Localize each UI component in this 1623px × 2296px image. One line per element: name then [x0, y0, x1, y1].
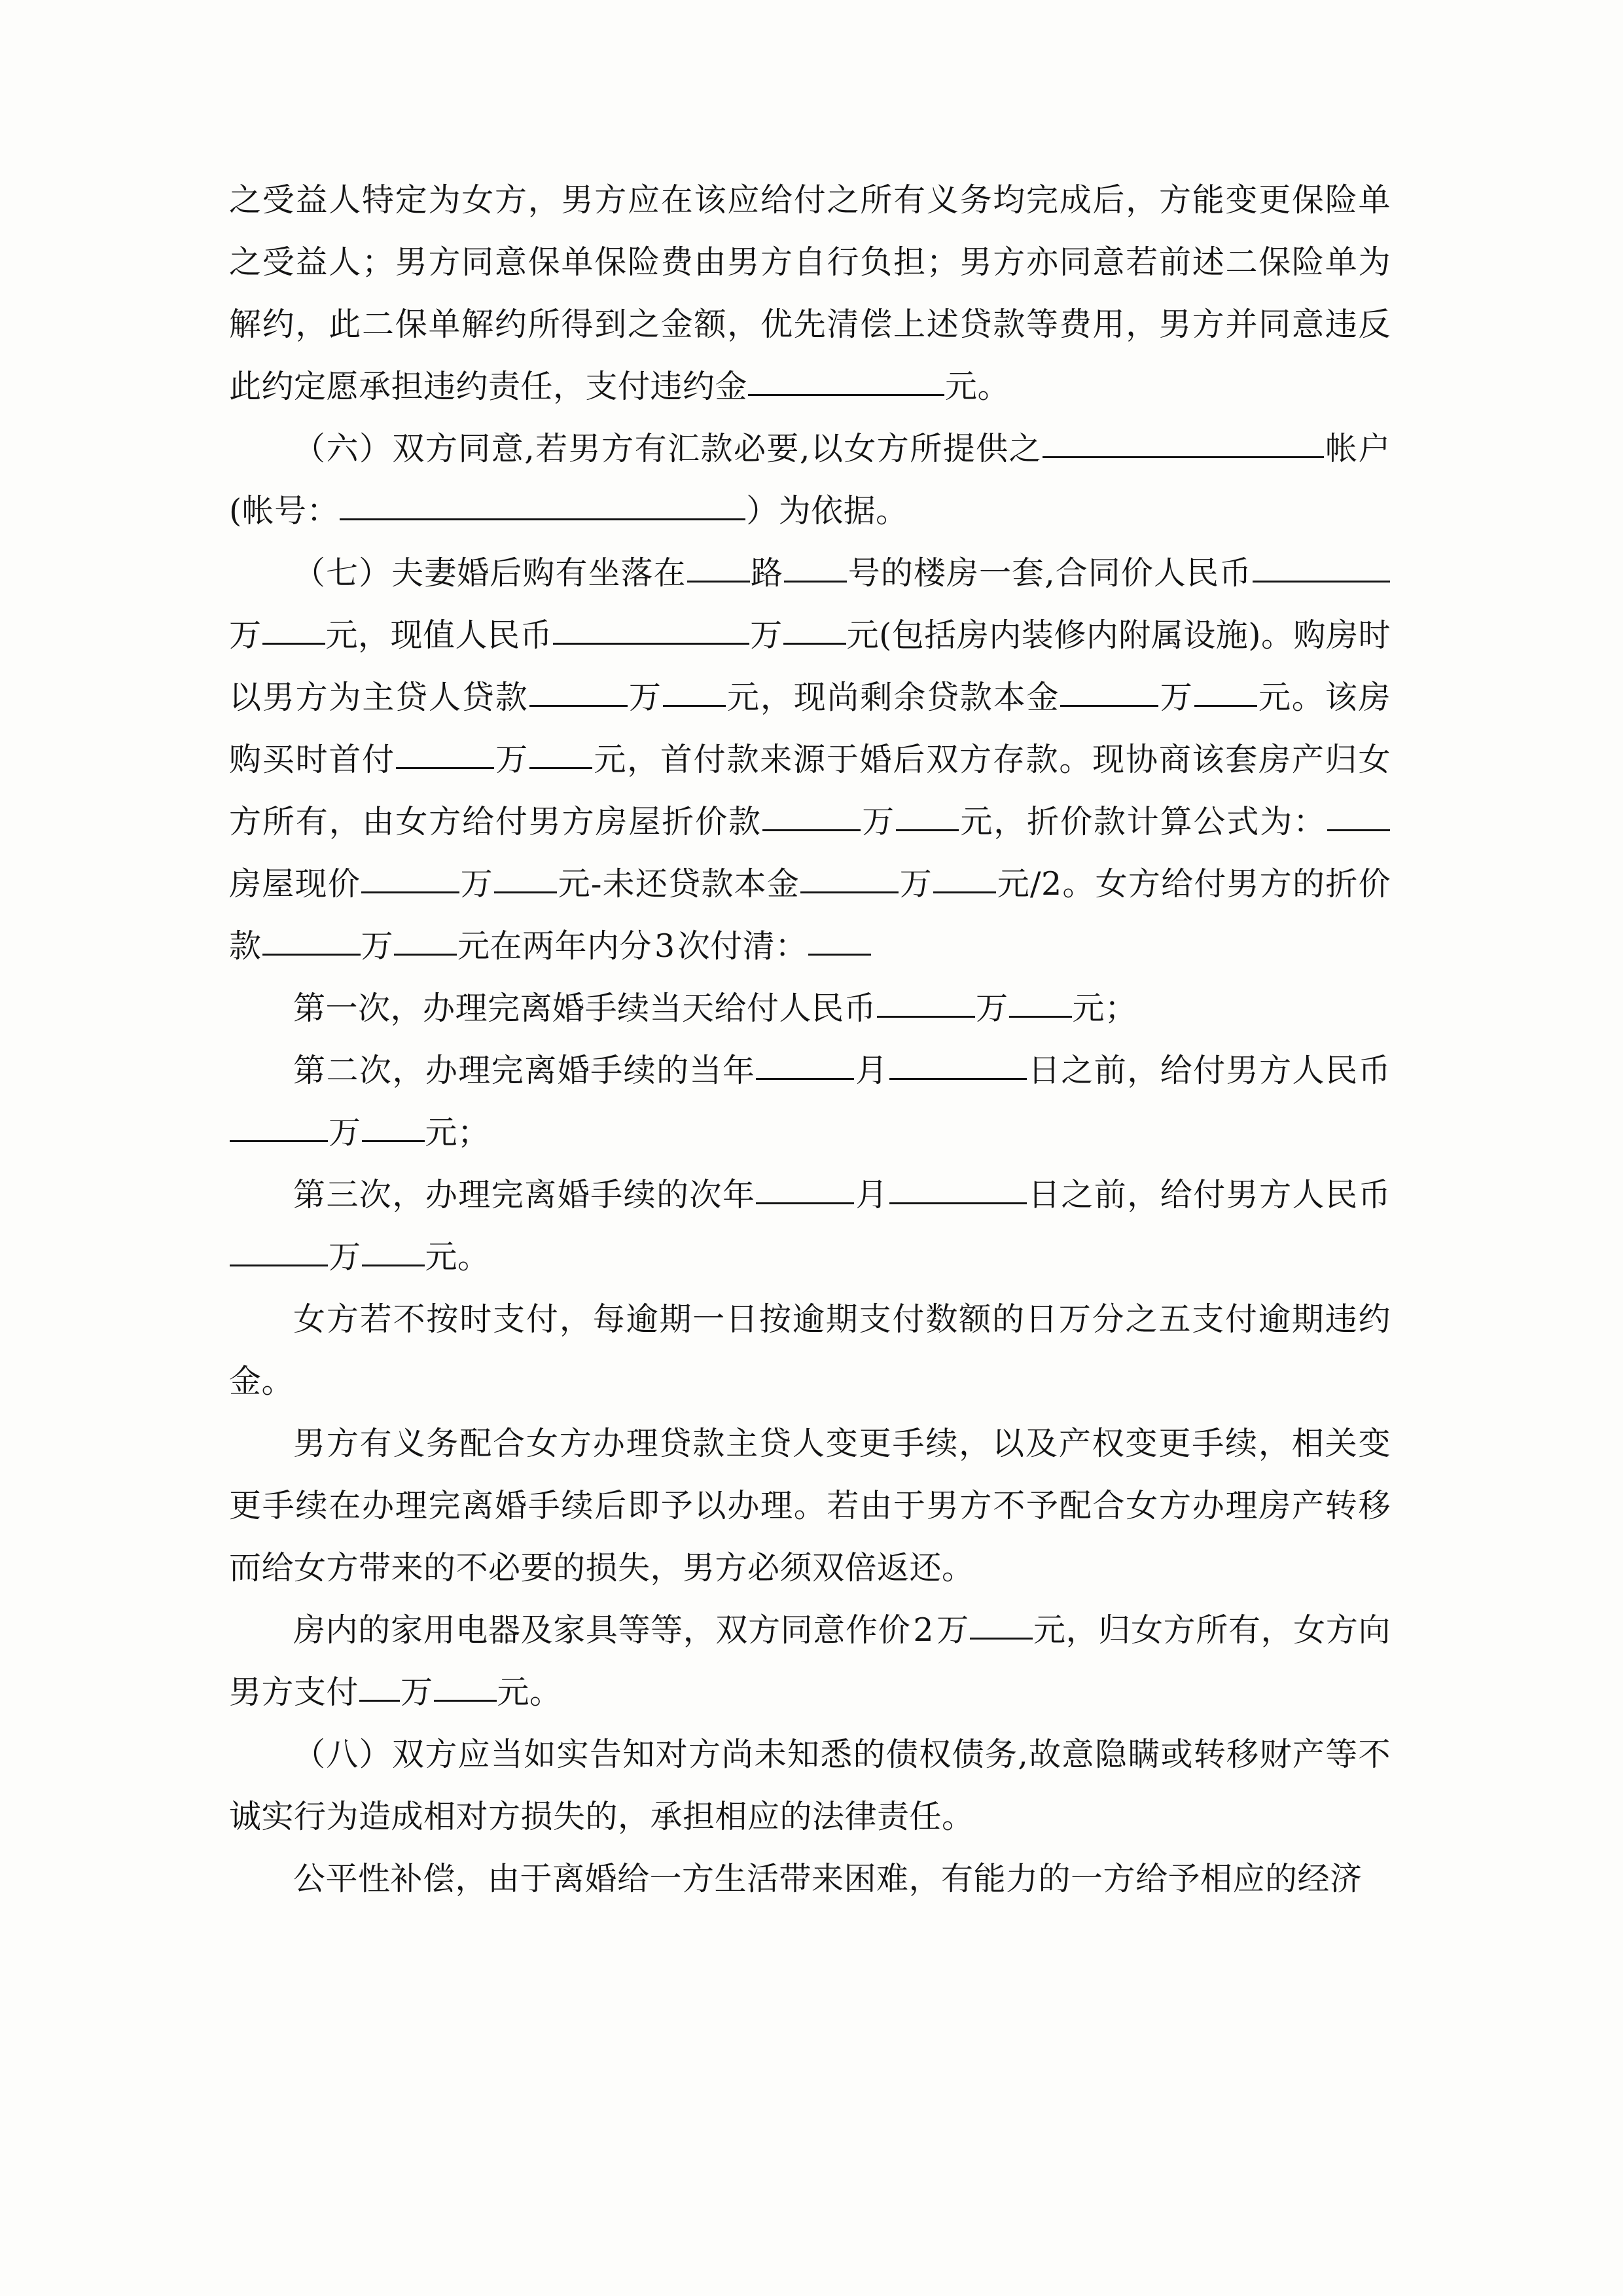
clause-seven-text-16: 房屋现价	[229, 865, 361, 903]
document-text-column	[229, 169, 1391, 1910]
blank-third-month[interactable]	[756, 1168, 854, 1204]
installment-second-text-b: 月	[855, 1052, 889, 1089]
blank-installment-total-yuan[interactable]	[394, 920, 457, 956]
blank-third-installment-wan[interactable]	[230, 1230, 328, 1266]
installment-third-text-b: 月	[855, 1176, 889, 1213]
paragraph-installment-second	[229, 1039, 1391, 1164]
blank-installment-trailing[interactable]	[808, 920, 871, 956]
appliances-text-c: 元，归女方所有，女方向男方支付	[229, 1611, 1391, 1711]
insurance-clause-text-tail: 元。	[945, 368, 1010, 405]
blank-appliances-payment-wan[interactable]	[359, 1666, 400, 1702]
clause-seven-text-7: 元(包括房内装修内附属设施)。购房时以男方为主贷人贷款	[229, 617, 1391, 716]
clause-seven-text-3: 号的楼房一套,合同价人民币	[847, 554, 1252, 592]
installment-second-text-a: 第二次，办理完离婚手续的当年	[293, 1052, 756, 1089]
installment-second-text-c: 日之前，给付男方人民币	[1027, 1052, 1391, 1089]
installment-second-text-d: 万	[329, 1114, 361, 1151]
clause-seven-text-1: 夫妻婚后购有坐落在	[391, 554, 687, 592]
paragraph-household-appliances	[229, 1599, 1391, 1723]
clause-seven-text-21: 万	[361, 927, 394, 965]
paragraph-insurance-beneficiary	[229, 169, 1391, 418]
blank-penalty-amount[interactable]	[748, 360, 944, 396]
clause-seven-text-17: 万	[459, 865, 493, 903]
late-payment-penalty-text: 女方若不按时支付，每逾期一日按逾期支付数额的日万分之五支付逾期违约金。	[229, 1300, 1391, 1400]
clause-eight-marker: （八）	[293, 1736, 392, 1773]
clause-seven-text-5: 元，现值人民币	[325, 617, 553, 654]
blank-current-house-price-wan[interactable]	[361, 857, 459, 893]
blank-account-number[interactable]	[340, 484, 745, 520]
blank-contract-price-wan[interactable]	[1253, 547, 1390, 583]
blank-installment-total-wan[interactable]	[262, 920, 361, 956]
clause-seven-text-6: 万	[750, 617, 783, 654]
clause-seven-text-13: 元，首付款来源于婚后双方存款。现协商该套房产归女方所有，由女方给付男方房屋折价款	[229, 741, 1391, 840]
installment-first-text-c: 元；	[1072, 990, 1137, 1027]
clause-six-text-b: 帐户(帐号：	[229, 430, 1391, 529]
clause-six-text-c: ）为依据。	[746, 492, 908, 529]
blank-downpayment-yuan[interactable]	[529, 733, 592, 769]
clause-seven-text-9: 元，现尚剩余贷款本金	[726, 679, 1060, 716]
blank-street-name[interactable]	[687, 547, 750, 583]
clause-seven-text-24: 次付清：	[677, 927, 808, 965]
blank-house-compensation-wan[interactable]	[762, 795, 861, 831]
blank-appliances-payment-yuan[interactable]	[434, 1666, 497, 1702]
blank-remaining-principal-yuan[interactable]	[1194, 671, 1257, 707]
clause-seven-marker: （七）	[293, 554, 392, 592]
blank-appliances-yuan[interactable]	[970, 1604, 1033, 1640]
installment-third-text-e: 元。	[425, 1238, 490, 1276]
blank-loan-amount-yuan[interactable]	[663, 671, 726, 707]
blank-first-installment-wan[interactable]	[877, 982, 975, 1018]
clause-seven-text-19: 万	[899, 865, 933, 903]
blank-third-installment-yuan[interactable]	[362, 1230, 425, 1266]
clause-seven-text-18: 元-未还贷款本金	[557, 865, 800, 903]
clause-six-text-a: 双方同意,若男方有汇款必要,以女方所提供之	[392, 430, 1043, 467]
paragraph-late-payment-penalty	[229, 1288, 1391, 1412]
clause-seven-text-20: 元/2。女方给付男方的折价款	[229, 865, 1391, 965]
blank-remaining-principal-wan[interactable]	[1060, 671, 1158, 707]
blank-contract-price-yuan[interactable]	[262, 609, 325, 645]
clause-eight-text: 双方应当如实告知对方尚未知悉的债权债务,故意隐瞒或转移财产等不诚实行为造成相对方损失的，承担相应的法律责任。	[229, 1736, 1391, 1835]
blank-unpaid-principal-yuan[interactable]	[933, 857, 996, 893]
clause-seven-text-14: 万	[861, 803, 896, 840]
installment-first-text-a: 第一次，办理完离婚手续当天给付人民币	[293, 990, 877, 1027]
clause-seven-text-12: 万	[494, 741, 529, 778]
installment-third-text-a: 第三次，办理完离婚手续的次年	[293, 1176, 756, 1213]
blank-loan-amount-wan[interactable]	[529, 671, 628, 707]
clause-seven-text-4: 万	[229, 617, 262, 654]
clause-seven-text-15: 元，折价款计算公式为：	[959, 803, 1327, 840]
clause-seven-text-2: 路	[750, 554, 784, 592]
installment-count: 3	[654, 927, 675, 965]
blank-current-value-yuan[interactable]	[783, 609, 846, 645]
clause-six-marker: （六）	[293, 430, 393, 467]
blank-current-value-wan[interactable]	[553, 609, 749, 645]
fair-compensation-text: 公平性补偿，由于离婚给一方生活带来困难，有能力的一方给予相应的经济	[293, 1860, 1363, 1897]
paragraph-clause-seven	[229, 542, 1391, 977]
clause-seven-text-8: 万	[628, 679, 662, 716]
paragraph-clause-six	[229, 418, 1391, 542]
blank-formula-prefix[interactable]	[1327, 795, 1390, 831]
blank-house-compensation-yuan[interactable]	[896, 795, 959, 831]
installment-second-text-e: 元；	[425, 1114, 490, 1151]
paragraph-fair-compensation	[229, 1848, 1391, 1910]
blank-third-day[interactable]	[889, 1168, 1027, 1204]
appliances-text-b: 万	[936, 1611, 969, 1649]
blank-first-installment-yuan[interactable]	[1009, 982, 1072, 1018]
clause-seven-text-11: 元。该房购买时首付	[229, 679, 1391, 778]
appliances-text-d: 万	[401, 1674, 433, 1711]
insurance-clause-text: 之受益人特定为女方，男方应在该应给付之所有义务均完成后，方能变更保险单之受益人；男方同意保单保险费由男方自行负担；男方亦同意若前述二保险单为解约，此二保单解约所得到之金额，优先清偿上述贷款等费用，男方并同意违反此约定愿承担违约责任，支付违约金	[229, 181, 1391, 405]
installment-third-text-c: 日之前，给付男方人民币	[1027, 1176, 1391, 1213]
paragraph-clause-eight	[229, 1723, 1391, 1848]
paragraph-installment-first	[229, 977, 1391, 1039]
clause-seven-text-10: 万	[1159, 679, 1194, 716]
paragraph-installment-third	[229, 1164, 1391, 1288]
appliances-valuation-wan-number: 2	[913, 1611, 935, 1649]
blank-house-number[interactable]	[784, 547, 847, 583]
blank-downpayment-wan[interactable]	[396, 733, 494, 769]
blank-second-installment-wan[interactable]	[230, 1106, 328, 1142]
installment-third-text-d: 万	[329, 1238, 361, 1276]
paragraph-transfer-duty	[229, 1412, 1391, 1599]
blank-bank-name[interactable]	[1043, 422, 1324, 458]
appliances-text-a: 房内的家用电器及家具等等，双方同意作价	[293, 1611, 911, 1649]
blank-second-day[interactable]	[889, 1044, 1027, 1080]
clause-seven-text-22: 元在两年内分	[457, 927, 652, 965]
installment-first-text-b: 万	[976, 990, 1008, 1027]
blank-current-house-price-yuan[interactable]	[494, 857, 557, 893]
appliances-text-e: 元。	[497, 1674, 562, 1711]
blank-second-month[interactable]	[756, 1044, 854, 1080]
blank-second-installment-yuan[interactable]	[362, 1106, 425, 1142]
blank-unpaid-principal-wan[interactable]	[800, 857, 899, 893]
transfer-duty-text: 男方有义务配合女方办理贷款主贷人变更手续，以及产权变更手续，相关变更手续在办理完离婚手续后即予以办理。若由于男方不予配合女方办理房产转移而给女方带来的不必要的损失，男方必须双倍返还。	[229, 1425, 1391, 1587]
